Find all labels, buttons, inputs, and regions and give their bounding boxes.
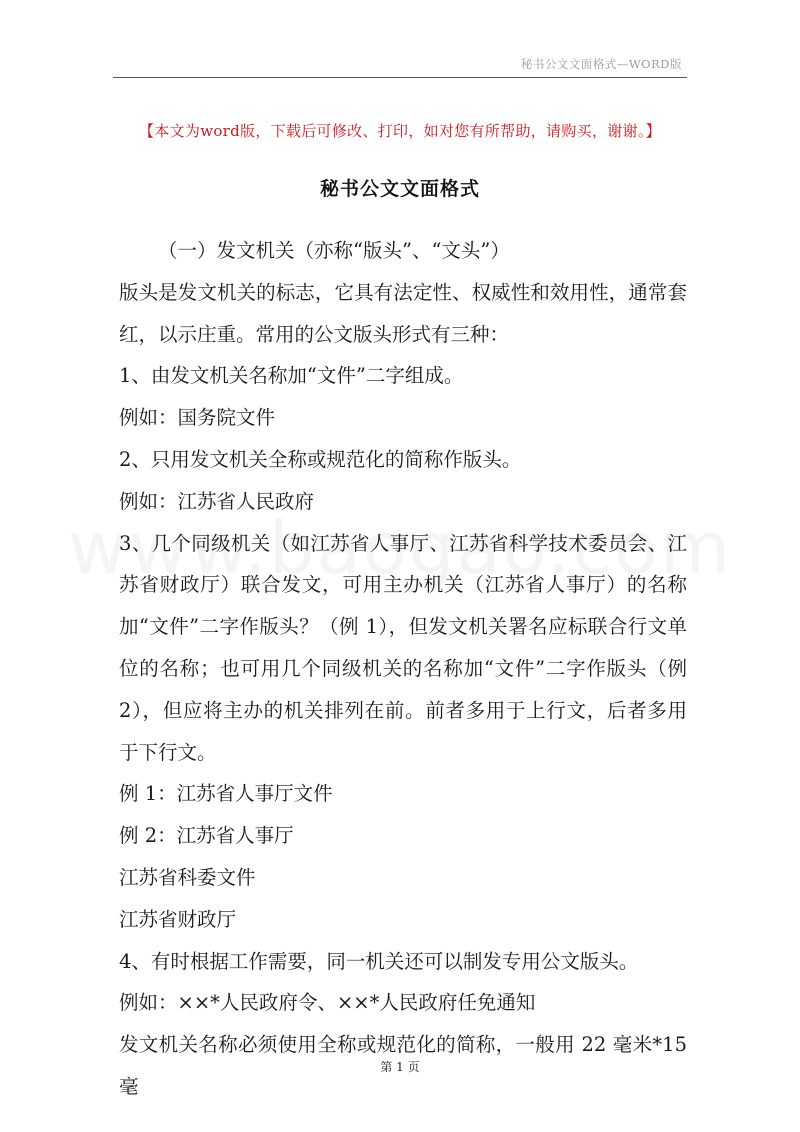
list-item: 3、几个同级机关（如江苏省人事厅、江苏省科学技术委员会、江苏省财政厅）联合发文，可用主办机关（江苏省人事厅）的名称加“文件”二字作版头？（例 1），但发文机关署名应标联合行文单位的名称；也可用几个同级机关的名称加“文件”二字作版头（例 2），但应将主办的机关排列在前。前者多用于上行文，后者多用于下行文。 xyxy=(119,531,687,764)
list-item: 2、只用发文机关全称或规范化的简称作版头。 xyxy=(119,447,522,471)
document-title: 秘书公文文面格式 xyxy=(319,178,480,200)
list-item: 4、有时根据工作需要，同一机关还可以制发专用公文版头。 xyxy=(119,949,639,973)
section-heading: （一）发文机关（亦称“版头”、“文头”） xyxy=(158,239,510,262)
body-paragraph: 版头是发文机关的标志，它具有法定性、权威性和效用性，通常套红，以示庄重。常用的公文版头形式有三种： xyxy=(119,280,687,346)
body-paragraph: 发文机关名称必须使用全称或规范化的简称，一般用 22 毫米*15 毫 xyxy=(119,1033,687,1098)
page-number: 第 1 页 xyxy=(380,1060,420,1074)
example-line: 江苏省科委文件 xyxy=(119,865,256,889)
example-line: 例如：江苏省人民政府 xyxy=(119,489,315,513)
example-line: 江苏省财政厅 xyxy=(119,907,237,931)
list-item: 1、由发文机关名称加“文件”二字组成。 xyxy=(119,364,464,388)
example-line: 例 2：江苏省人事厅 xyxy=(119,824,294,848)
example-line: 例 1：江苏省人事厅文件 xyxy=(119,782,333,806)
example-line: 例如：国务院文件 xyxy=(119,406,276,430)
purchase-notice: 【本文为word版，下载后可修改、打印，如对您有所帮助，请购买，谢谢。】 xyxy=(139,122,661,140)
example-line: 例如：××*人民政府令、××*人民政府任免通知 xyxy=(119,991,536,1015)
document-body xyxy=(119,230,687,1108)
header-divider xyxy=(113,77,687,78)
running-header: 秘书公文文面格式—WORD版 xyxy=(520,57,682,71)
